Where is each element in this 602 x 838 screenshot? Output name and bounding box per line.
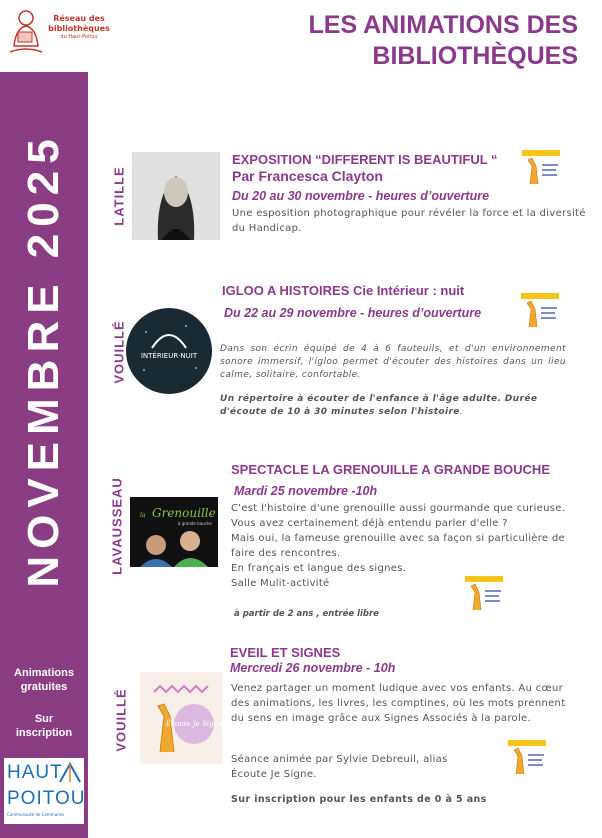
interieur-nuit-logo xyxy=(126,308,212,394)
event-host: Séance animée par Sylvie Debreuil, alias Écoute Je Signe. xyxy=(231,754,448,780)
logo-label: Écoute Je Signe xyxy=(165,720,222,728)
event-location-label: VOUILLÉ xyxy=(113,688,129,752)
giraffe-badge-icon xyxy=(522,150,560,188)
event-description: Dans son écrin équipé de 4 à 6 fauteuils, et d'un environnement sonore immersif, l'igloo permet d'écouter des histoires dans un lieu calme, solitaire, confortable. xyxy=(220,344,566,380)
description-line: En français et langue des signes. xyxy=(231,563,407,574)
event-date: Mardi 25 novembre -10h xyxy=(234,484,378,498)
event-title-line1: EXPOSITION “DIFFERENT IS BEAUTIFUL “ xyxy=(232,152,498,167)
description-line: Salle Mulit-activité xyxy=(231,578,330,589)
logo-title: Réseau des bibliothèques xyxy=(48,14,110,33)
giraffe-badge-icon xyxy=(521,293,559,331)
image-label: INTÉRIEUR·NUIT xyxy=(140,352,198,360)
network-logo xyxy=(4,4,122,60)
event-description-bold-end: . xyxy=(459,407,464,417)
poster-prefix: la xyxy=(140,512,146,519)
page-title xyxy=(278,10,578,72)
event-location xyxy=(106,640,136,800)
event-title-line2: Par Francesca Clayton xyxy=(232,168,383,184)
haut-poitou-logo xyxy=(4,758,84,824)
event-description: Une esposition photographique pour révéler la force et la diversité du Handicap. xyxy=(232,208,586,234)
event-title xyxy=(232,151,522,185)
event-date: Du 22 au 29 novembre - heures d’ouverture xyxy=(224,306,482,320)
page-title-line1: LES ANIMATIONS DES xyxy=(308,11,578,39)
event-location xyxy=(102,446,132,606)
event-description-bold-text: Un répertoire à écouter de l'enfance à l'âge adulte. Durée d'écoute de 10 à 30 minutes selon l'histoire xyxy=(220,394,538,417)
event-location-label: VOUILLÉ xyxy=(111,320,127,384)
event-location-label: LAVAUSSEAU xyxy=(109,477,125,575)
event-description xyxy=(231,501,569,591)
registration-note-line1: Sur xyxy=(34,713,54,725)
poster-subtitle: à grande bouche xyxy=(178,521,212,526)
free-note xyxy=(0,666,88,694)
free-note-line2: gratuites xyxy=(20,681,68,693)
logo-subtitle: du Haut-Poitou xyxy=(60,34,98,40)
event-location-label: LATILLE xyxy=(111,166,127,226)
portrait-photo xyxy=(132,152,220,240)
event-registration: Sur inscription pour les enfants de 0 à 5 ans xyxy=(231,794,487,805)
event-date: Du 20 au 30 novembre - heures d’ouverture xyxy=(232,189,490,203)
description-line: Mais oui, la fameuse grenouille avec sa façon si particulière de faire des rencontres. xyxy=(231,533,565,559)
description-line: C'est l'histoire d'une grenouille aussi gourmande que curieuse. xyxy=(231,503,566,514)
hp-logo-line3: Communauté de Communes xyxy=(7,812,65,817)
hp-logo-line1: HAUT xyxy=(7,762,63,783)
poster-title: Grenouille xyxy=(152,506,216,520)
page-title-line2: BIBLIOTHÈQUES xyxy=(372,42,578,70)
month-banner xyxy=(0,100,88,620)
event-date: Mercredi 26 novembre - 10h xyxy=(230,661,396,675)
registration-note xyxy=(0,712,88,740)
event-description: Venez partager un moment ludique avec vos enfants. Au cœur des animations, les livres, les comptines, où les mots prennent du sens en image grâce aux Signes Associés à la parole. xyxy=(231,683,566,724)
free-note-line1: Animations xyxy=(14,667,74,679)
event-location xyxy=(104,116,134,276)
event-title: SPECTACLE LA GRENOUILLE A GRANDE BOUCHE xyxy=(231,462,550,477)
ecoute-je-signe-logo xyxy=(140,672,222,764)
event-description-bold xyxy=(220,393,566,419)
giraffe-badge-icon xyxy=(508,740,546,778)
month-label: NOVEMBRE 2025 xyxy=(19,132,68,588)
event-note: à partir de 2 ans , entrée libre xyxy=(234,609,379,619)
description-line: Vous avez certainement déjà entendu parler d'elle ? xyxy=(231,518,508,529)
grenouille-poster xyxy=(130,497,218,567)
mountain-icon xyxy=(58,762,82,784)
hp-logo-line2: POITOU xyxy=(7,788,86,809)
event-title: EVEIL ET SIGNES xyxy=(230,645,341,660)
registration-note-line2: inscription xyxy=(15,727,73,739)
giraffe-badge-icon xyxy=(465,576,503,614)
event-title: IGLOO A HISTOIRES Cie Intérieur : nuit xyxy=(222,283,465,298)
